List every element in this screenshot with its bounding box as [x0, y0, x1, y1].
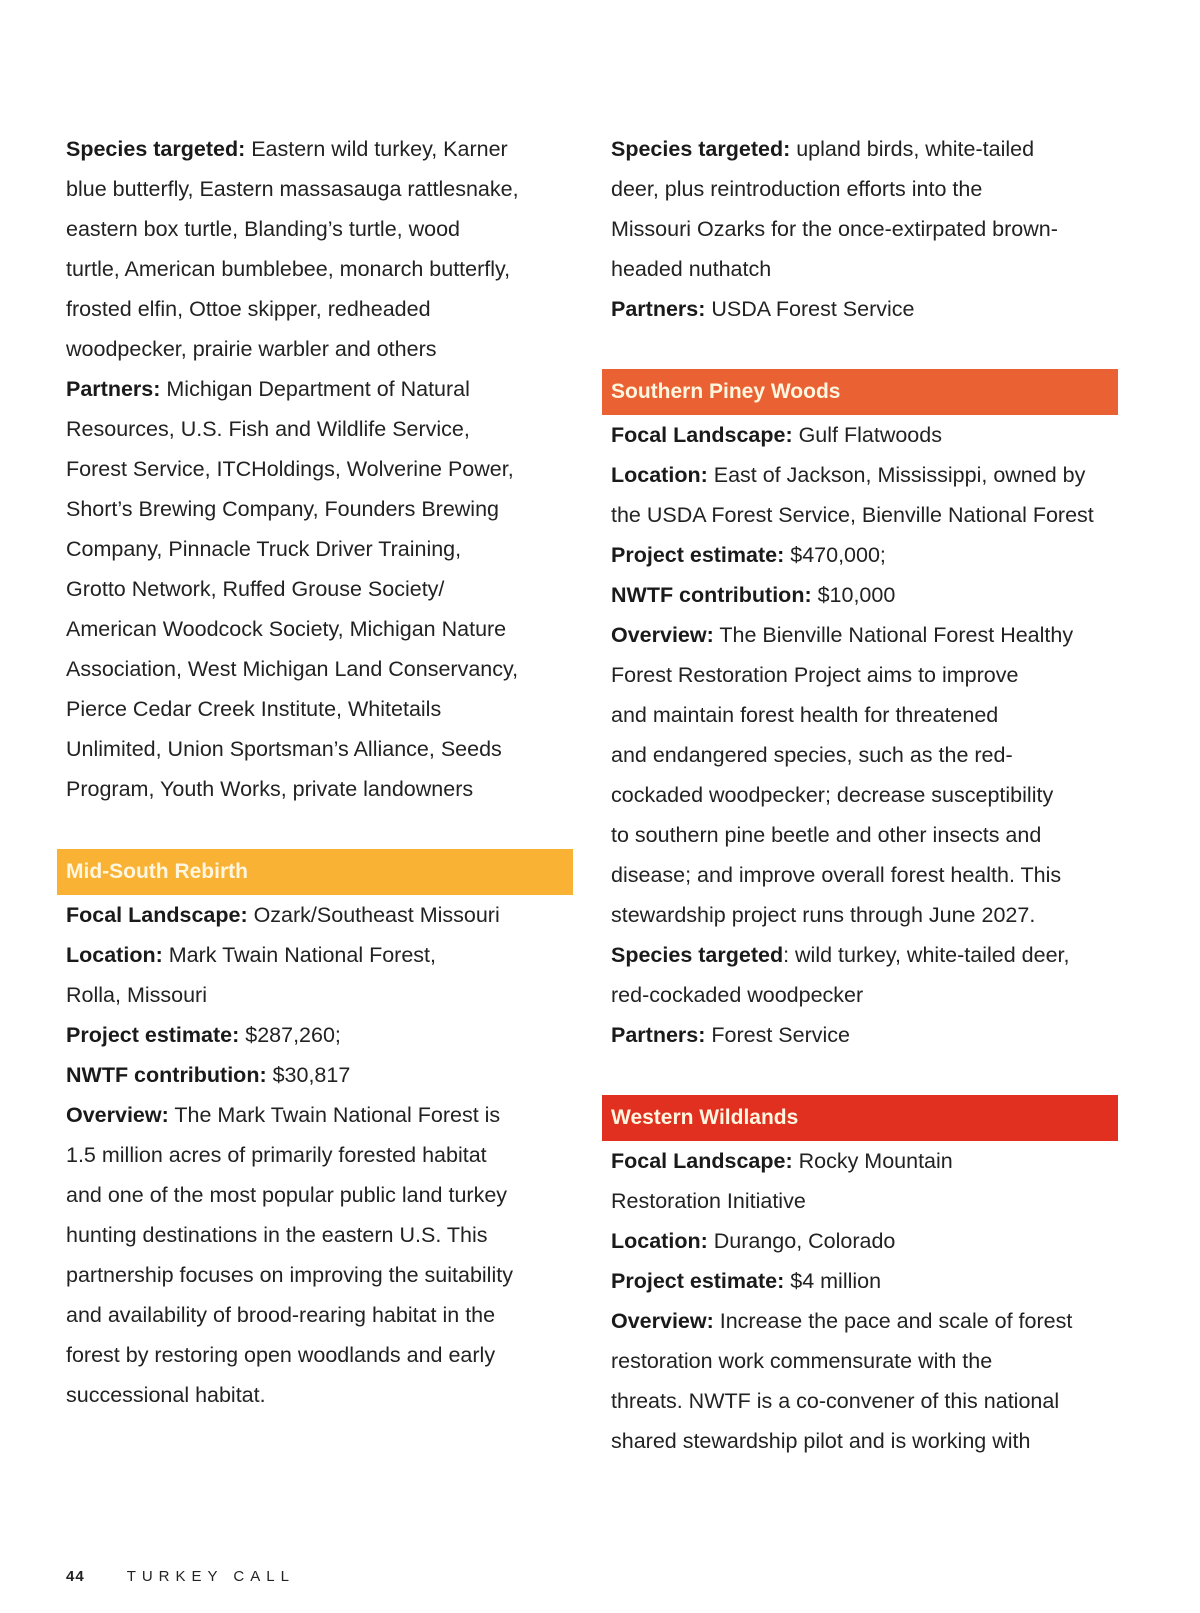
location-label: Location:: [611, 1229, 708, 1253]
text-line: Partners: Michigan Department of Natural: [66, 377, 470, 401]
text-line: forest by restoring open woodlands and early: [66, 1343, 496, 1367]
text-line: 1.5 million acres of primarily forested habitat: [66, 1143, 487, 1167]
text-line: restoration work commensurate with the: [611, 1349, 993, 1373]
text-line: Partners: Forest Service: [611, 1023, 850, 1047]
project-estimate-label: Project estimate:: [66, 1023, 240, 1047]
text-line: Location: Mark Twain National Forest,: [66, 943, 436, 967]
text-line: hunting destinations in the eastern U.S. This: [66, 1223, 488, 1247]
left-column: [57, 129, 573, 1415]
spacer: [602, 1055, 1118, 1095]
text-line: Pierce Cedar Creek Institute, Whitetails: [66, 697, 442, 721]
text-line: Forest Service, ITCHoldings, Wolverine Power,: [66, 457, 514, 481]
text-line: Overview: The Mark Twain National Forest is: [66, 1103, 501, 1127]
focal-landscape-label: Focal Landscape:: [66, 903, 248, 927]
text-line: Project estimate: $470,000;: [611, 543, 886, 567]
species-label: Species targeted:: [66, 137, 246, 161]
partners-label: Partners:: [611, 1023, 706, 1047]
text-line: Short’s Brewing Company, Founders Brewing: [66, 497, 499, 521]
section-banner-western-wildlands: Western Wildlands: [602, 1095, 1118, 1141]
partners-label: Partners:: [66, 377, 161, 401]
page-footer: [66, 1568, 295, 1585]
text-line: turtle, American bumblebee, monarch butterfly,: [66, 257, 511, 281]
text-line: eastern box turtle, Blanding’s turtle, wood: [66, 217, 461, 241]
text-line: Grotto Network, Ruffed Grouse Society/: [66, 577, 445, 601]
partners-label: Partners:: [611, 297, 706, 321]
text-line: NWTF contribution: $10,000: [611, 583, 896, 607]
text-line: Partners: USDA Forest Service: [611, 297, 915, 321]
text-line: Project estimate: $287,260;: [66, 1023, 341, 1047]
text-line: Restoration Initiative: [611, 1189, 806, 1213]
text-line: the USDA Forest Service, Bienville National Forest: [611, 503, 1094, 527]
text-line: Company, Pinnacle Truck Driver Training,: [66, 537, 462, 561]
nwtf-contribution-label: NWTF contribution:: [611, 583, 812, 607]
text-line: Overview: Increase the pace and scale of forest: [611, 1309, 1073, 1333]
text-line: deer, plus reintroduction efforts into the: [611, 177, 983, 201]
text-line: Species targeted: Eastern wild turkey, Karner: [66, 137, 508, 161]
focal-landscape-label: Focal Landscape:: [611, 1149, 793, 1173]
text-line: blue butterfly, Eastern massasauga rattlesnake,: [66, 177, 519, 201]
text-line: Rolla, Missouri: [66, 983, 207, 1007]
text-line: and availability of brood-rearing habitat in the: [66, 1303, 496, 1327]
magazine-title: TURKEY CALL: [126, 1568, 295, 1585]
project-estimate-label: Project estimate:: [611, 543, 785, 567]
focal-landscape-label: Focal Landscape:: [611, 423, 793, 447]
text-line: partnership focuses on improving the suitability: [66, 1263, 513, 1287]
text-line: stewardship project runs through June 2027.: [611, 903, 1036, 927]
text-line: red-cockaded woodpecker: [611, 983, 864, 1007]
text-line: Species targeted: wild turkey, white-tailed deer,: [611, 943, 1070, 967]
text-line: Focal Landscape: Gulf Flatwoods: [611, 423, 942, 447]
text-line: shared stewardship pilot and is working with: [611, 1429, 1031, 1453]
text-line: woodpecker, prairie warbler and others: [66, 337, 437, 361]
text-line: and one of the most popular public land turkey: [66, 1183, 508, 1207]
text-line: and maintain forest health for threatened: [611, 703, 999, 727]
text-line: Location: Durango, Colorado: [611, 1229, 896, 1253]
text-line: cockaded woodpecker; decrease susceptibility: [611, 783, 1054, 807]
text-line: disease; and improve overall forest health. This: [611, 863, 1062, 887]
location-label: Location:: [611, 463, 708, 487]
text-line: American Woodcock Society, Michigan Nature: [66, 617, 507, 641]
overview-label: Overview:: [611, 623, 714, 647]
text-line: Focal Landscape: Rocky Mountain: [611, 1149, 953, 1173]
section-banner-mid-south: Mid-South Rebirth: [57, 849, 573, 895]
text-line: Location: East of Jackson, Mississippi, owned by: [611, 463, 1086, 487]
text-line: Project estimate: $4 million: [611, 1269, 882, 1293]
nwtf-contribution-label: NWTF contribution:: [66, 1063, 267, 1087]
text-line: and endangered species, such as the red-: [611, 743, 1013, 767]
text-line: successional habitat.: [66, 1383, 266, 1407]
text-line: Association, West Michigan Land Conservancy,: [66, 657, 519, 681]
section-banner-southern-piney-woods: Southern Piney Woods: [602, 369, 1118, 415]
spacer: [602, 329, 1118, 369]
page-number: 44: [66, 1568, 85, 1585]
text-line: to southern pine beetle and other insects and: [611, 823, 1042, 847]
spacer: [57, 809, 573, 849]
overview-label: Overview:: [66, 1103, 169, 1127]
text-line: Focal Landscape: Ozark/Southeast Missouri: [66, 903, 500, 927]
text-line: NWTF contribution: $30,817: [66, 1063, 351, 1087]
text-line: threats. NWTF is a co-convener of this national: [611, 1389, 1060, 1413]
species-label: Species targeted:: [611, 137, 791, 161]
text-line: Program, Youth Works, private landowners: [66, 777, 474, 801]
text-line: headed nuthatch: [611, 257, 772, 281]
right-column: [602, 129, 1118, 1461]
species-label: Species targeted: [611, 943, 784, 967]
text-line: Overview: The Bienville National Forest Healthy: [611, 623, 1074, 647]
overview-label: Overview:: [611, 1309, 714, 1333]
project-estimate-label: Project estimate:: [611, 1269, 785, 1293]
text-line: Resources, U.S. Fish and Wildlife Service,: [66, 417, 470, 441]
location-label: Location:: [66, 943, 163, 967]
text-line: frosted elfin, Ottoe skipper, redheaded: [66, 297, 431, 321]
text-line: Forest Restoration Project aims to improve: [611, 663, 1019, 687]
text-line: Missouri Ozarks for the once-extirpated brown-: [611, 217, 1058, 241]
text-line: Species targeted: upland birds, white-tailed: [611, 137, 1035, 161]
text-line: Unlimited, Union Sportsman’s Alliance, Seeds: [66, 737, 502, 761]
